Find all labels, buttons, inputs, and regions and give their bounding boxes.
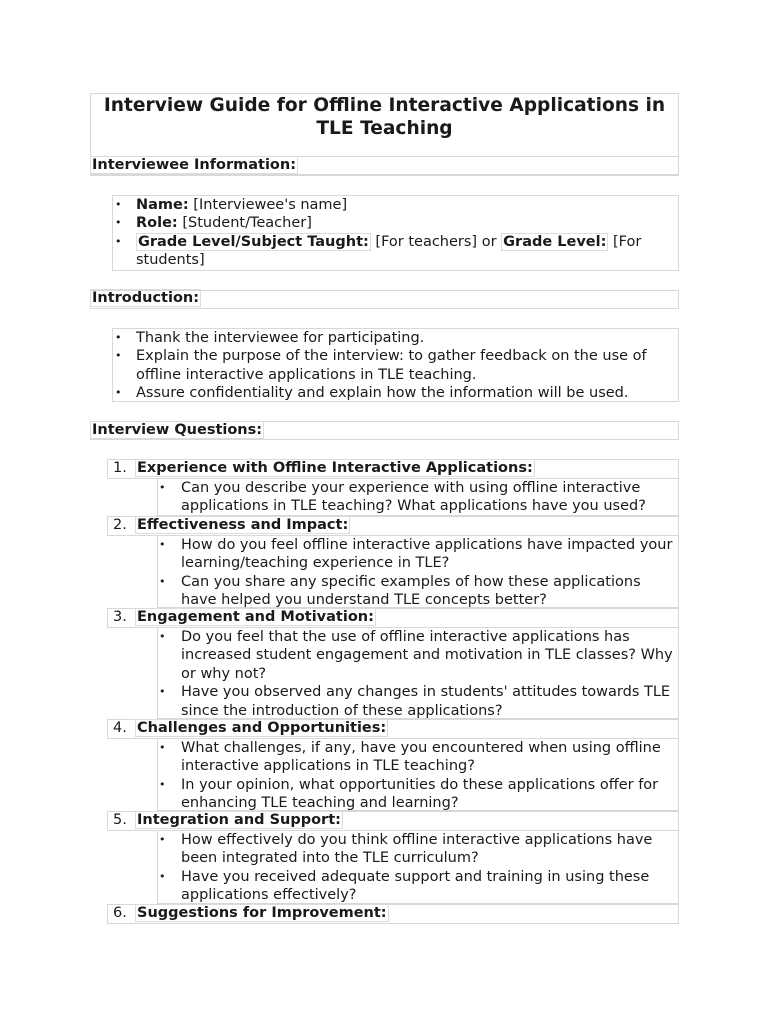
list-item: • Do you feel that the use of offline interactive applications has increased student engagement and motivation in TLE classes? Why or why not? (158, 628, 678, 683)
section-title: Suggestions for Improvement: (137, 905, 387, 921)
section-number: 1. (113, 460, 127, 476)
list-item: • Grade Level/Subject Taught: [For teachers] or Grade Level: [For students] (113, 233, 678, 270)
section-title: Experience with Offline Interactive Applications: (137, 460, 533, 476)
introduction-heading: Introduction: (92, 290, 200, 306)
introduction-list (112, 328, 679, 402)
section-title: Effectiveness and Impact: (137, 517, 349, 533)
section-number: 6. (113, 905, 127, 921)
question-list (157, 479, 679, 516)
section-title: Challenges and Opportunities: (137, 720, 387, 736)
page-title: Interview Guide for Offline Interactive Applications in TLE Teaching (103, 95, 666, 139)
interviewee-info-list (112, 195, 679, 271)
list-item: • Thank the interviewee for participating. (113, 329, 678, 347)
question-list (157, 628, 679, 719)
question-list (157, 739, 679, 811)
list-item: • Role: [Student/Teacher] (113, 214, 678, 232)
interview-questions-heading: Interview Questions: (92, 422, 263, 438)
list-item: • Can you share any specific examples of how these applications have helped you understand TLE concepts better? (158, 573, 678, 610)
list-item: • Name: [Interviewee's name] (113, 196, 678, 214)
list-item: • Explain the purpose of the interview: to gather feedback on the use of offline interactive applications in TLE teaching. (113, 347, 678, 384)
list-item: • Can you describe your experience with using offline interactive applications in TLE teaching? What applications have you used? (158, 479, 678, 516)
question-list (157, 536, 679, 608)
section-number: 3. (113, 609, 127, 625)
section-number: 4. (113, 720, 127, 736)
list-item: • How do you feel offline interactive applications have impacted your learning/teaching experience in TLE? (158, 536, 678, 573)
section-title: Integration and Support: (137, 812, 341, 828)
section-number: 2. (113, 517, 127, 533)
interviewee-info-heading: Interviewee Information: (92, 157, 297, 173)
list-item: • In your opinion, what opportunities do these applications offer for enhancing TLE teaching and learning? (158, 776, 678, 813)
list-item: • Have you observed any changes in students' attitudes towards TLE since the introduction of these applications? (158, 683, 678, 720)
list-item: • What challenges, if any, have you encountered when using offline interactive applications in TLE teaching? (158, 739, 678, 776)
list-item: • Assure confidentiality and explain how the information will be used. (113, 384, 678, 402)
list-item: • How effectively do you think offline interactive applications have been integrated into the TLE curriculum? (158, 831, 678, 868)
list-item: • Have you received adequate support and training in using these applications effectively? (158, 868, 678, 905)
section-title: Engagement and Motivation: (137, 609, 374, 625)
section-number: 5. (113, 812, 127, 828)
question-list (157, 831, 679, 904)
